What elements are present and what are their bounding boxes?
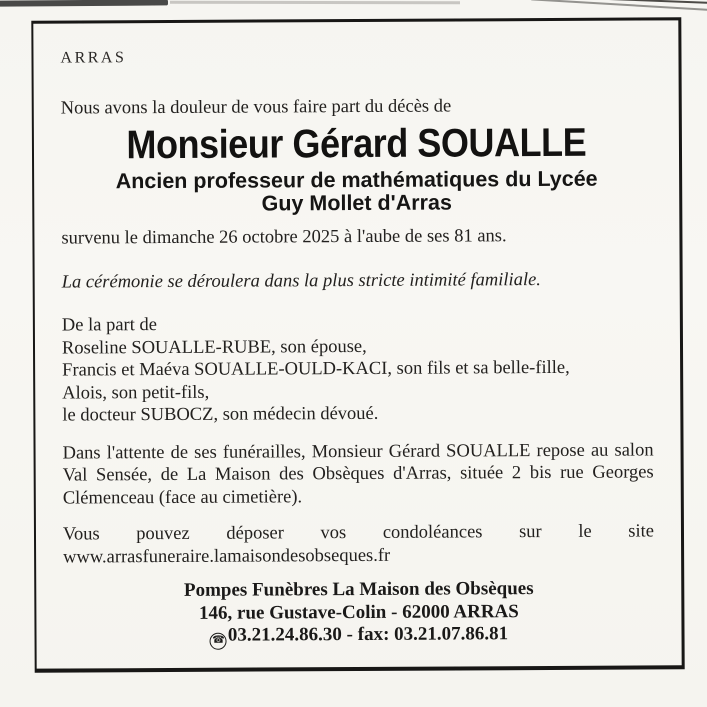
deceased-name (61, 120, 652, 168)
intro-line: Nous avons la douleur de vous faire part du décès de (60, 96, 452, 119)
deceased-name-text: Monsieur Gérard SOUALLE (126, 120, 587, 168)
repose-paragraph: Dans l'attente de ses funérailles, Monsieur Gérard SOUALLE repose au salon Val Sensée, de La Maison des Obsèques d'Arras, située 2 bis rue Georges Clémenceau (face au cimetière). (62, 439, 654, 509)
family-member-son: Francis et Maéva SOUALLE-OULD-KACI, son fils et sa belle-fille, (62, 357, 570, 381)
profession-line-1: Ancien professeur de mathématiques du Lycée (115, 166, 598, 194)
family-member-spouse: Roseline SOUALLE-RUBE, son épouse, (61, 336, 367, 359)
funeral-home-name: Pompes Funèbres La Maison des Obsèques (183, 578, 534, 601)
city-label: ARRAS (60, 49, 127, 67)
funeral-home-address: 146, rue Gustave-Colin - 62000 ARRAS (198, 600, 519, 624)
funeral-home-block (63, 577, 654, 650)
profession-line-2: Guy Mollet d'Arras (261, 190, 452, 216)
ceremony-line: La cérémonie se déroulera dans la plus stricte intimité familiale. (61, 269, 541, 293)
condolences-line: Vous pouvez déposer vos condoléances sur le site (62, 521, 655, 545)
funeral-home-phone-line (63, 622, 654, 650)
death-date-line: survenu le dimanche 26 octobre 2025 à l'aube de ses 81 ans. (61, 226, 507, 249)
phone-and-fax-text: 03.21.24.86.30 - fax: 03.21.07.86.81 (227, 623, 509, 646)
family-intro: De la part de (61, 315, 157, 336)
condolences-url: www.arrasfuneraire.lamaisondesobseques.fr (63, 545, 391, 568)
family-member-grandson: Alois, son petit-fils, (62, 382, 210, 404)
phone-icon: ☎ (210, 632, 227, 649)
family-member-doctor: le docteur SUBOCZ, son médecin dévoué. (62, 403, 379, 426)
scan-artifact-top-left (0, 0, 168, 7)
scan-artifact-top-center (170, 1, 460, 5)
death-notice (31, 17, 684, 672)
